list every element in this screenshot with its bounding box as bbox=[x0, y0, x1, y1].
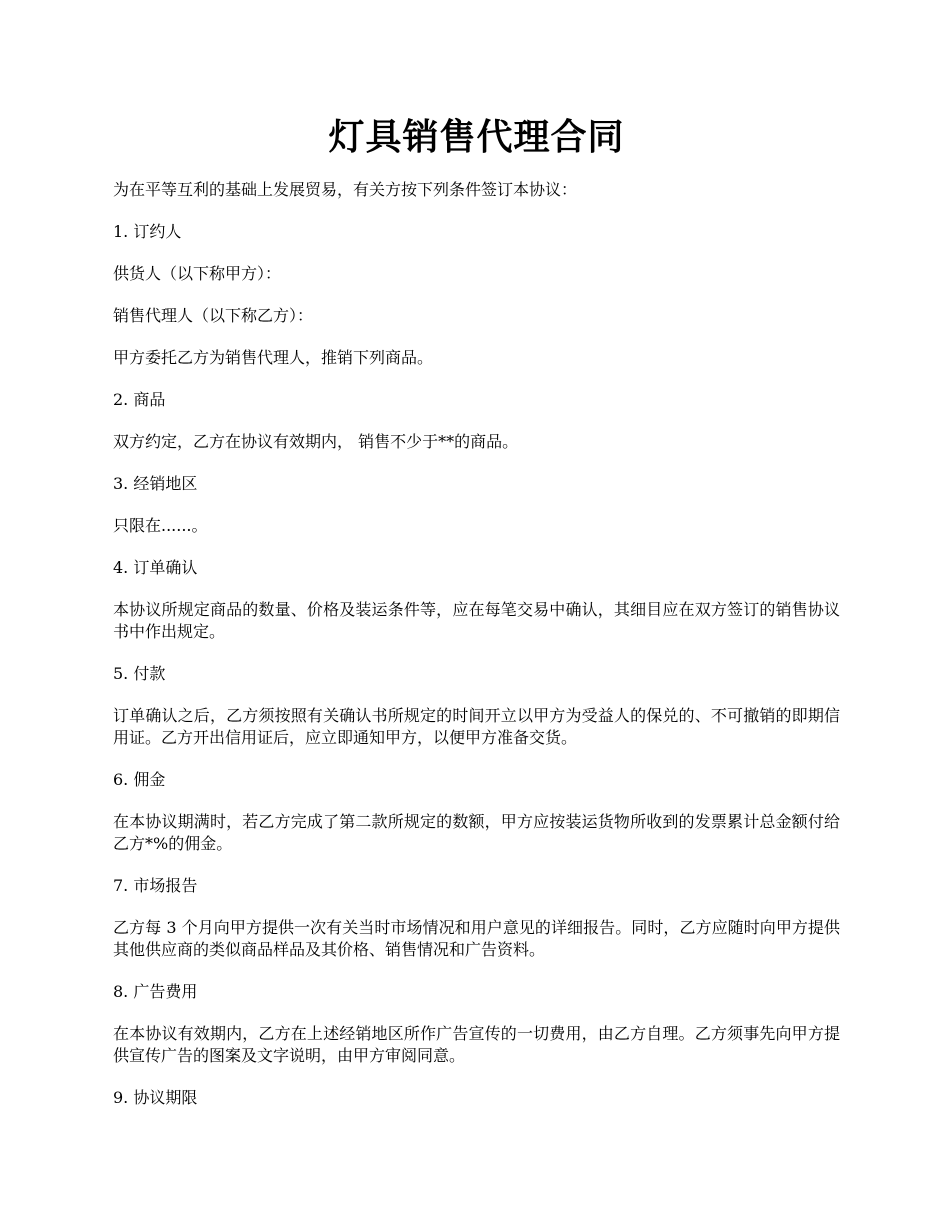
document-page bbox=[113, 112, 840, 1129]
section-heading-2: 2. 商品 bbox=[113, 390, 166, 409]
section-heading-9: 9. 协议期限 bbox=[113, 1088, 198, 1107]
document-title: 灯具销售代理合同 bbox=[328, 116, 625, 158]
goods-paragraph: 双方约定，乙方在协议有效期内， 销售不少于**的商品。 bbox=[113, 432, 519, 451]
section-heading-7: 7. 市场报告 bbox=[113, 876, 198, 895]
section-heading-4: 4. 订单确认 bbox=[113, 558, 198, 577]
advertising-paragraph: 在本协议有效期内，乙方在上述经销地区所作广告宣传的一切费用，由乙方自理。乙方须事先向甲方提供宣传广告的图案及文字说明，由甲方审阅同意。 bbox=[113, 1024, 840, 1065]
section-heading-1: 1. 订约人 bbox=[113, 222, 182, 241]
appointment-paragraph: 甲方委托乙方为销售代理人，推销下列商品。 bbox=[113, 348, 434, 367]
supplier-line: 供货人（以下称甲方）： bbox=[113, 264, 282, 283]
payment-paragraph: 订单确认之后，乙方须按照有关确认书所规定的时间开立以甲方为受益人的保兑的、不可撤销的即期信用证。乙方开出信用证后，应立即通知甲方，以便甲方准备交货。 bbox=[113, 706, 840, 747]
section-heading-8: 8. 广告费用 bbox=[113, 982, 198, 1001]
market-report-paragraph: 乙方每 3 个月向甲方提供一次有关当时市场情况和用户意见的详细报告。同时，乙方应随时向甲方提供其他供应商的类似商品样品及其价格、销售情况和广告资料。 bbox=[113, 918, 840, 959]
section-heading-6: 6. 佣金 bbox=[113, 770, 166, 789]
document-body bbox=[113, 179, 840, 1109]
section-heading-5: 5. 付款 bbox=[113, 664, 166, 683]
commission-paragraph: 在本协议期满时，若乙方完成了第二款所规定的数额，甲方应按装运货物所收到的发票累计总金额付给乙方*%的佣金。 bbox=[113, 812, 840, 853]
order-confirmation-paragraph: 本协议所规定商品的数量、价格及装运条件等，应在每笔交易中确认，其细目应在双方签订的销售协议书中作出规定。 bbox=[113, 600, 840, 641]
intro-paragraph: 为在平等互利的基础上发展贸易，有关方按下列条件签订本协议： bbox=[113, 180, 578, 199]
section-heading-3: 3. 经销地区 bbox=[113, 474, 198, 493]
agent-line: 销售代理人（以下称乙方）： bbox=[113, 306, 314, 325]
territory-paragraph: 只限在......。 bbox=[113, 516, 208, 535]
